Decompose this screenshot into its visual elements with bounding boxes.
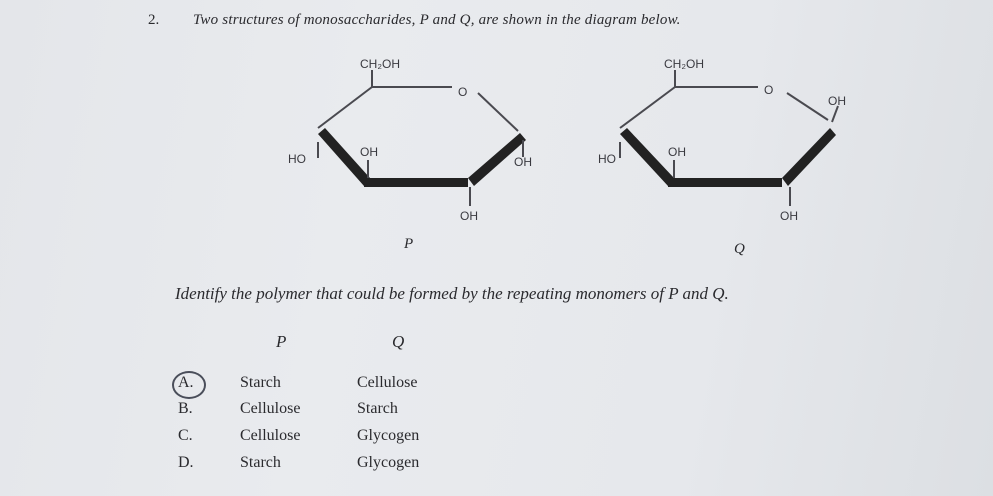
p-oh-ring-label: OH bbox=[360, 145, 378, 159]
option-p-value: Starch bbox=[240, 374, 281, 391]
option-letter: A. bbox=[178, 374, 194, 391]
p-oh-bottom-label: OH bbox=[460, 209, 478, 223]
option-q-value: Glycogen bbox=[357, 454, 420, 471]
column-header-p: P bbox=[276, 332, 287, 351]
option-letter: D. bbox=[178, 454, 194, 471]
q-oh-bottom-label: OH bbox=[780, 209, 798, 223]
q-ch2oh-label: CH₂OH bbox=[664, 57, 704, 71]
option-p-value: Cellulose bbox=[240, 427, 301, 444]
p-oh-right-label: OH bbox=[514, 155, 532, 169]
p-ch2oh-label: CH₂OH bbox=[360, 57, 400, 71]
option-p-value: Starch bbox=[240, 454, 281, 471]
q-ho-left-label: HO bbox=[598, 152, 616, 166]
option-letter: C. bbox=[178, 427, 193, 444]
question-text: Two structures of monosaccharides, P and Q, are shown in the diagram below. bbox=[193, 12, 681, 28]
p-molecule-label: P bbox=[404, 236, 414, 252]
instruction-text: Identify the polymer that could be formed by the repeating monomers of P and Q. bbox=[175, 284, 729, 303]
q-molecule-label: Q bbox=[734, 241, 745, 257]
option-q-value: Cellulose bbox=[357, 374, 418, 391]
p-ring-oxygen-label: O bbox=[458, 85, 468, 99]
column-header-q: Q bbox=[392, 332, 405, 351]
molecule-q bbox=[598, 57, 846, 257]
option-letter: B. bbox=[178, 400, 193, 417]
option-q-value: Starch bbox=[357, 400, 398, 417]
p-ho-left-label: HO bbox=[288, 152, 306, 166]
q-oh-ring-label: OH bbox=[668, 145, 686, 159]
option-p-value: Cellulose bbox=[240, 400, 301, 417]
question-number: 2. bbox=[148, 12, 160, 28]
option-q-value: Glycogen bbox=[357, 427, 420, 444]
q-oh-top-right-label: OH bbox=[828, 94, 846, 108]
q-ring-oxygen-label: O bbox=[764, 83, 774, 97]
molecule-p bbox=[288, 57, 532, 252]
